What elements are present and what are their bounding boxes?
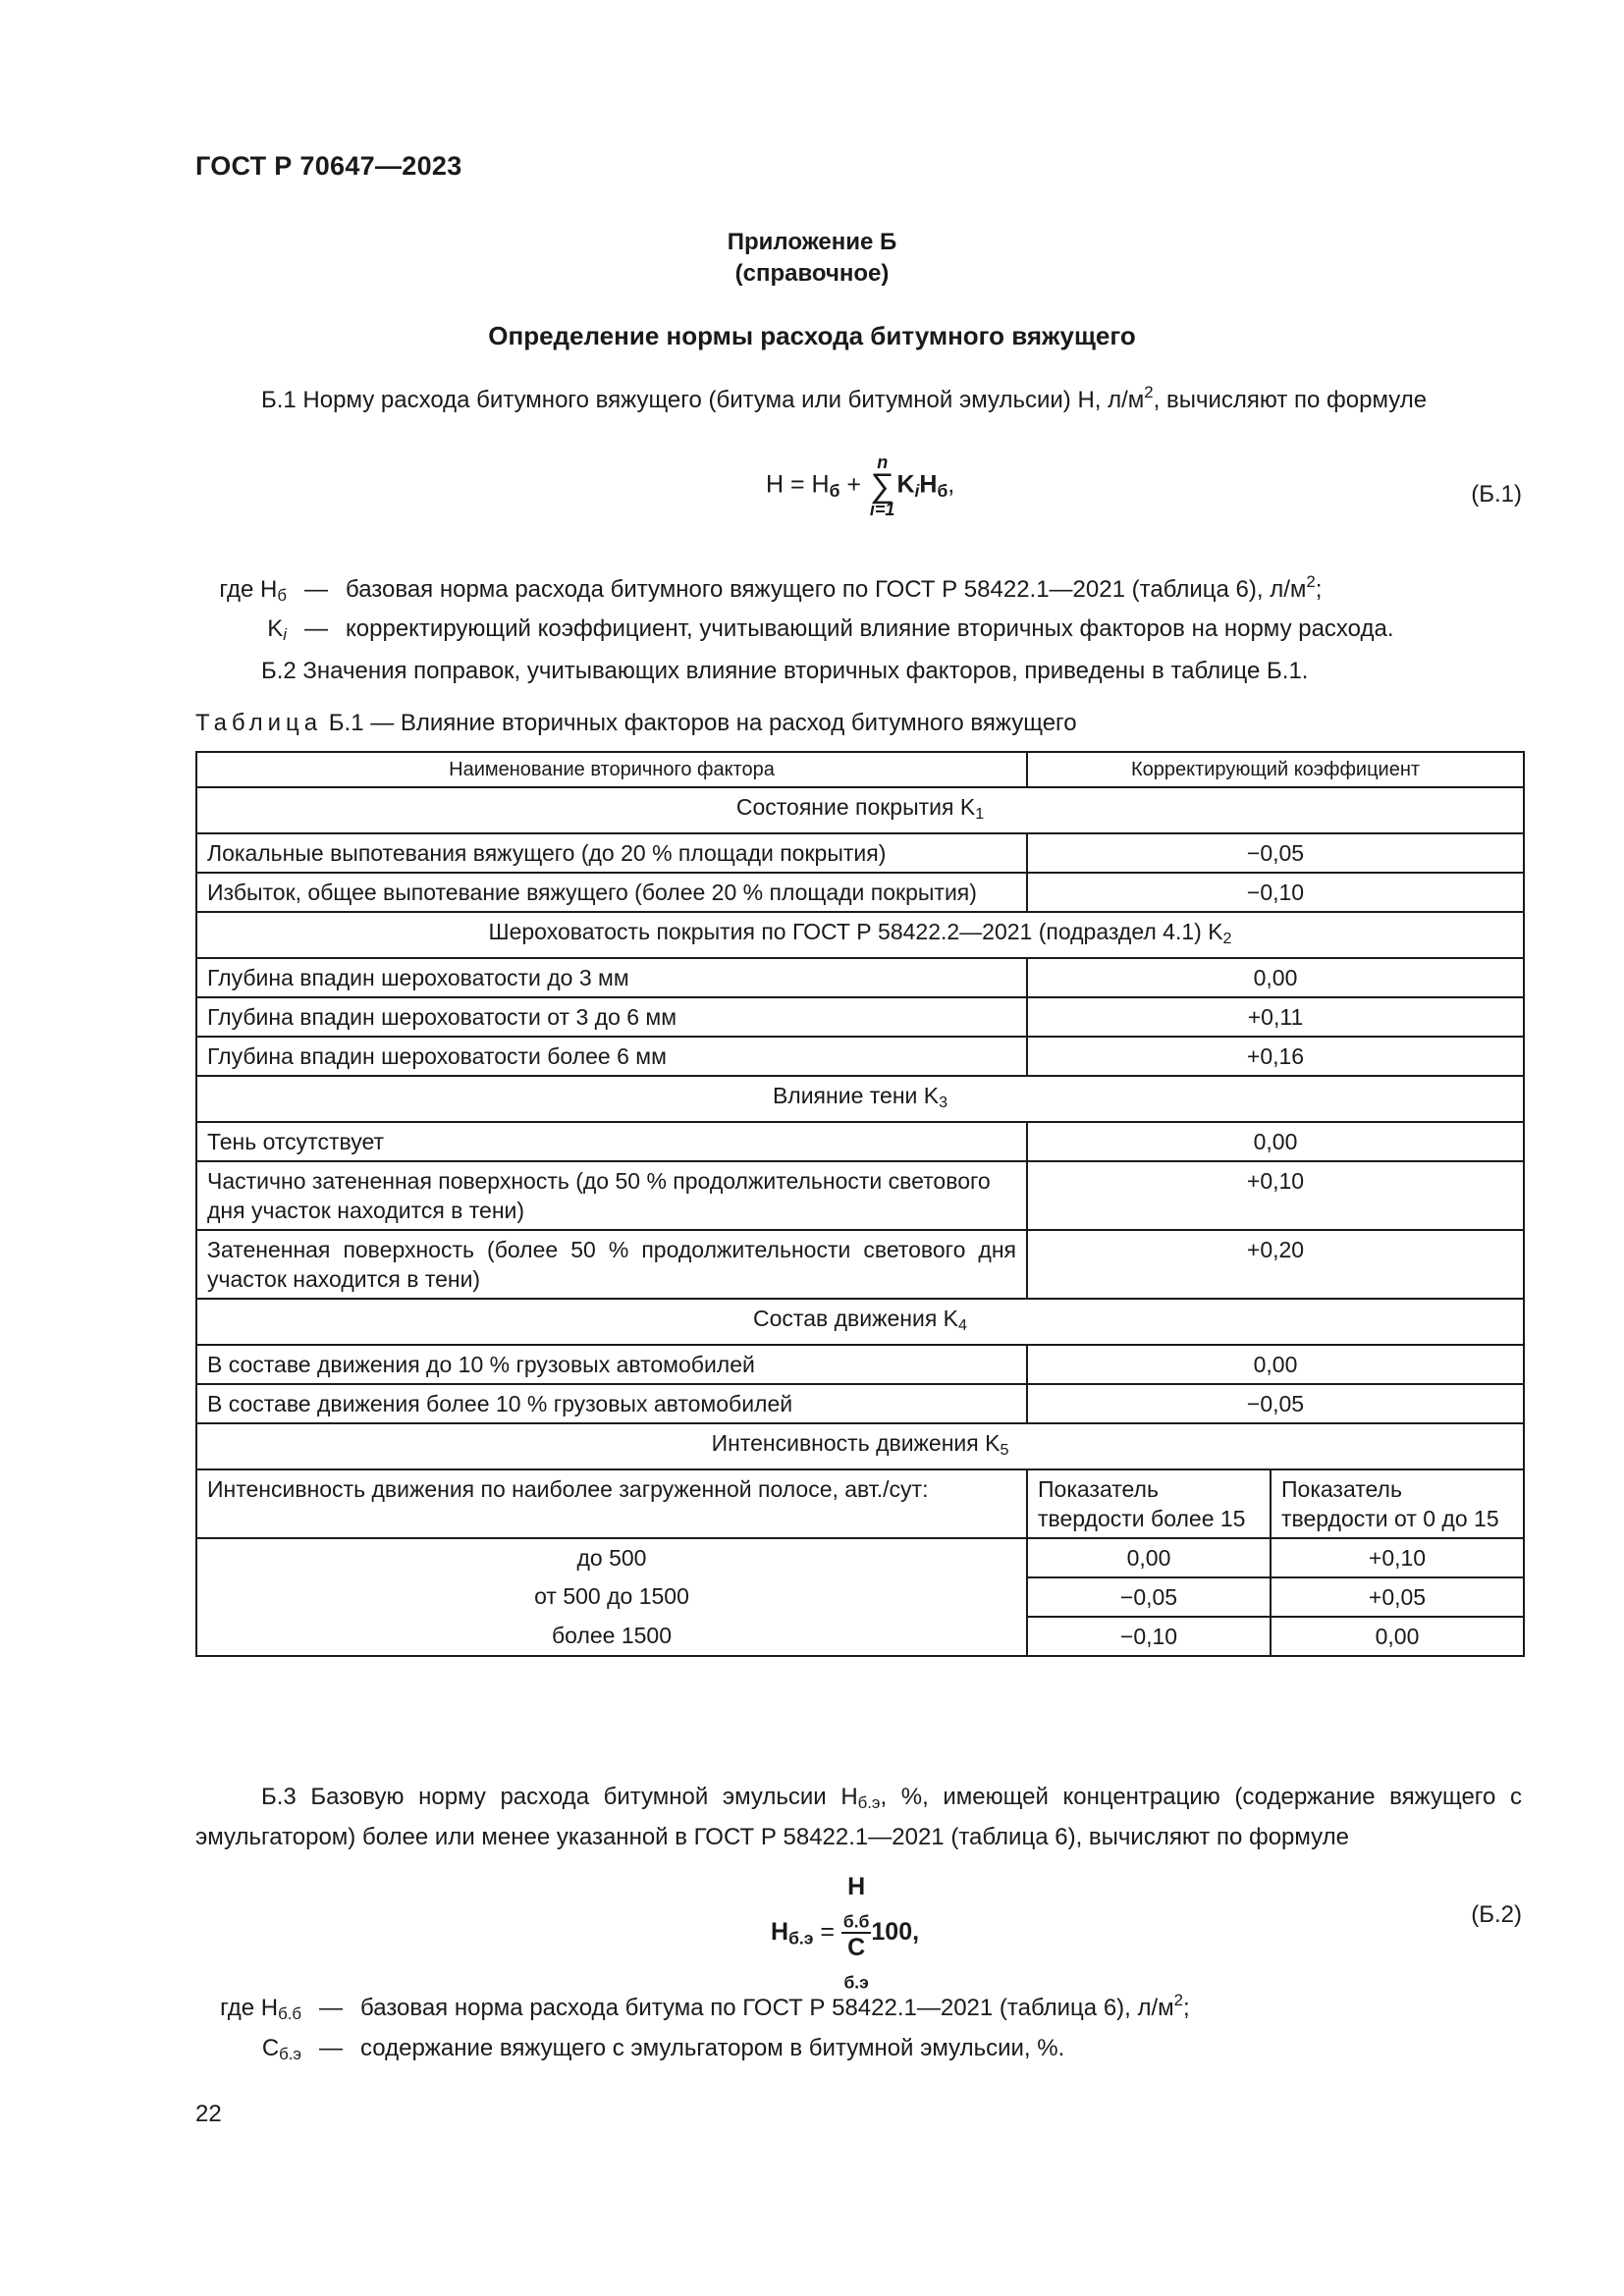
factor-name: Избыток, общее выпотевание вяжущего (более 20 % площади покрытия)	[196, 873, 1027, 912]
table-row	[196, 833, 1524, 873]
intensity-header: Интенсивность движения по наиболее загруженной полосе, авт./сут:	[196, 1469, 1027, 1538]
page-number: 22	[195, 2101, 222, 2127]
formula-b2: $Н_{б.э}$ = Н $_{б.б}$ С $_{б.э}$ 100,	[771, 1873, 920, 1993]
section-k2: Шероховатость покрытия по ГОСТ Р 58422.2—2021 (подраздел 4.1) $K_2$	[196, 912, 1524, 958]
document-header: ГОСТ Р 70647—2023	[195, 151, 462, 181]
coef-hardness-0-15: +0,05	[1271, 1577, 1524, 1617]
section-k5: Интенсивность движения $K_5$	[196, 1423, 1524, 1469]
col-header-factor: Наименование вторичного фактора	[196, 752, 1027, 787]
coef-hardness-over-15: −0,05	[1027, 1577, 1271, 1617]
factor-value: 0,00	[1027, 958, 1524, 997]
factor-name: Локальные выпотевания вяжущего (до 20 % площади покрытия)	[196, 833, 1027, 873]
factor-value: +0,20	[1027, 1230, 1524, 1299]
intensity-range: более 1500	[196, 1617, 1027, 1656]
table-row	[196, 1345, 1524, 1384]
factor-value: 0,00	[1027, 1122, 1524, 1161]
col-header-coefficient: Корректирующий коэффициент	[1027, 752, 1524, 787]
factor-name: Глубина впадин шероховатости от 3 до 6 мм	[196, 997, 1027, 1037]
definition-ki: $K_i$ — корректирующий коэффициент, учитывающий влияние вторичных факторов на норму расхода.	[267, 615, 1394, 645]
factor-name: Глубина впадин шероховатости более 6 мм	[196, 1037, 1027, 1076]
table-header-row	[196, 752, 1524, 787]
factor-value: −0,10	[1027, 873, 1524, 912]
section-k1: Состояние покрытия $K_1$	[196, 787, 1524, 833]
factor-value: 0,00	[1027, 1345, 1524, 1384]
factor-name: Глубина впадин шероховатости до 3 мм	[196, 958, 1027, 997]
formula-b1-number: (Б.1)	[1471, 481, 1522, 507]
table-row	[196, 1384, 1524, 1423]
appendix-status: (справочное)	[734, 260, 890, 287]
table-row	[196, 1577, 1524, 1617]
coef-hardness-0-15: +0,10	[1271, 1538, 1524, 1577]
fraction: Н $_{б.б}$ С $_{б.э}$	[842, 1873, 870, 1993]
table-row	[196, 958, 1524, 997]
factor-name: В составе движения до 10 % грузовых автомобилей	[196, 1345, 1027, 1384]
table-caption: Таблица Б.1 — Влияние вторичных факторов на расход битумного вяжущего	[195, 710, 1077, 736]
intensity-range: от 500 до 1500	[196, 1577, 1027, 1617]
appendix-heading: Определение нормы расхода битумного вяжущего	[488, 321, 1136, 350]
table-row	[196, 1230, 1524, 1299]
factor-value: +0,10	[1027, 1161, 1524, 1230]
table-row	[196, 1469, 1524, 1538]
table-row	[196, 1122, 1524, 1161]
hardness-0-15-header: Показатель твердости от 0 до 15	[1271, 1469, 1524, 1538]
table-row	[196, 1161, 1524, 1230]
hardness-over-15-header: Показатель твердости более 15	[1027, 1469, 1271, 1538]
definition-hb: где $Н_б$ — базовая норма расхода битумного вяжущего по ГОСТ Р 58422.1—2021 (таблица 6), $л/м^2$;	[219, 571, 1323, 606]
factor-name: Частично затененная поверхность (до 50 % продолжительности светового дня участок находится в тени)	[196, 1161, 1027, 1230]
formula-b1: $Н = Н_б$ + n ∑ i=1 $K_iН_б$,	[766, 453, 955, 519]
table-row	[196, 997, 1524, 1037]
definition-cbe: $С_{б.э}$ — содержание вяжущего с эмульгатором в битумной эмульсии, %.	[261, 2035, 1065, 2064]
definition-hbb: где $Н_{б.б}$ — базовая норма расхода битума по ГОСТ Р 58422.1—2021 (таблица 6), $л/м^2$;	[220, 1990, 1190, 2024]
section-k3: Влияние тени $K_3$	[196, 1076, 1524, 1122]
paragraph-b2: Б.2 Значения поправок, учитывающих влияние вторичных факторов, приведены в таблице Б.1.	[261, 658, 1309, 684]
appendix-title: Приложение Б	[727, 229, 897, 255]
factor-value: −0,05	[1027, 1384, 1524, 1423]
coef-hardness-over-15: −0,10	[1027, 1617, 1271, 1656]
table-row	[196, 873, 1524, 912]
section-k4: Состав движения $K_4$	[196, 1299, 1524, 1345]
table-row	[196, 1617, 1524, 1656]
factor-value: +0,16	[1027, 1037, 1524, 1076]
factor-name: Затененная поверхность (более 50 % продолжительности светового дня участок находится в тени)	[196, 1230, 1027, 1299]
paragraph-b3: Б.3 Базовую норму расхода битумной эмульсии $Н_{б.э}$, %, имеющей концентрацию (содержание вяжущего с эмульгатором) более или менее указанной в ГОСТ Р 58422.1—2021 (таблица 6), вычисляют по формуле	[195, 1784, 1522, 1851]
table-row	[196, 1538, 1524, 1577]
factor-value: +0,11	[1027, 997, 1524, 1037]
intensity-range: до 500	[196, 1538, 1027, 1577]
paragraph-b1: Б.1 Норму расхода битумного вяжущего (битума или битумной эмульсии) Н, $л/м^2$, вычисляют по формуле	[261, 382, 1428, 413]
coef-hardness-over-15: 0,00	[1027, 1538, 1271, 1577]
table-row	[196, 1037, 1524, 1076]
factor-name: В составе движения более 10 % грузовых автомобилей	[196, 1384, 1027, 1423]
factor-value: −0,05	[1027, 833, 1524, 873]
factor-name: Тень отсутствует	[196, 1122, 1027, 1161]
factors-table	[195, 751, 1525, 1657]
formula-b2-number: (Б.2)	[1471, 1901, 1522, 1928]
coef-hardness-0-15: 0,00	[1271, 1617, 1524, 1656]
summation-symbol: n ∑ i=1	[869, 453, 895, 519]
